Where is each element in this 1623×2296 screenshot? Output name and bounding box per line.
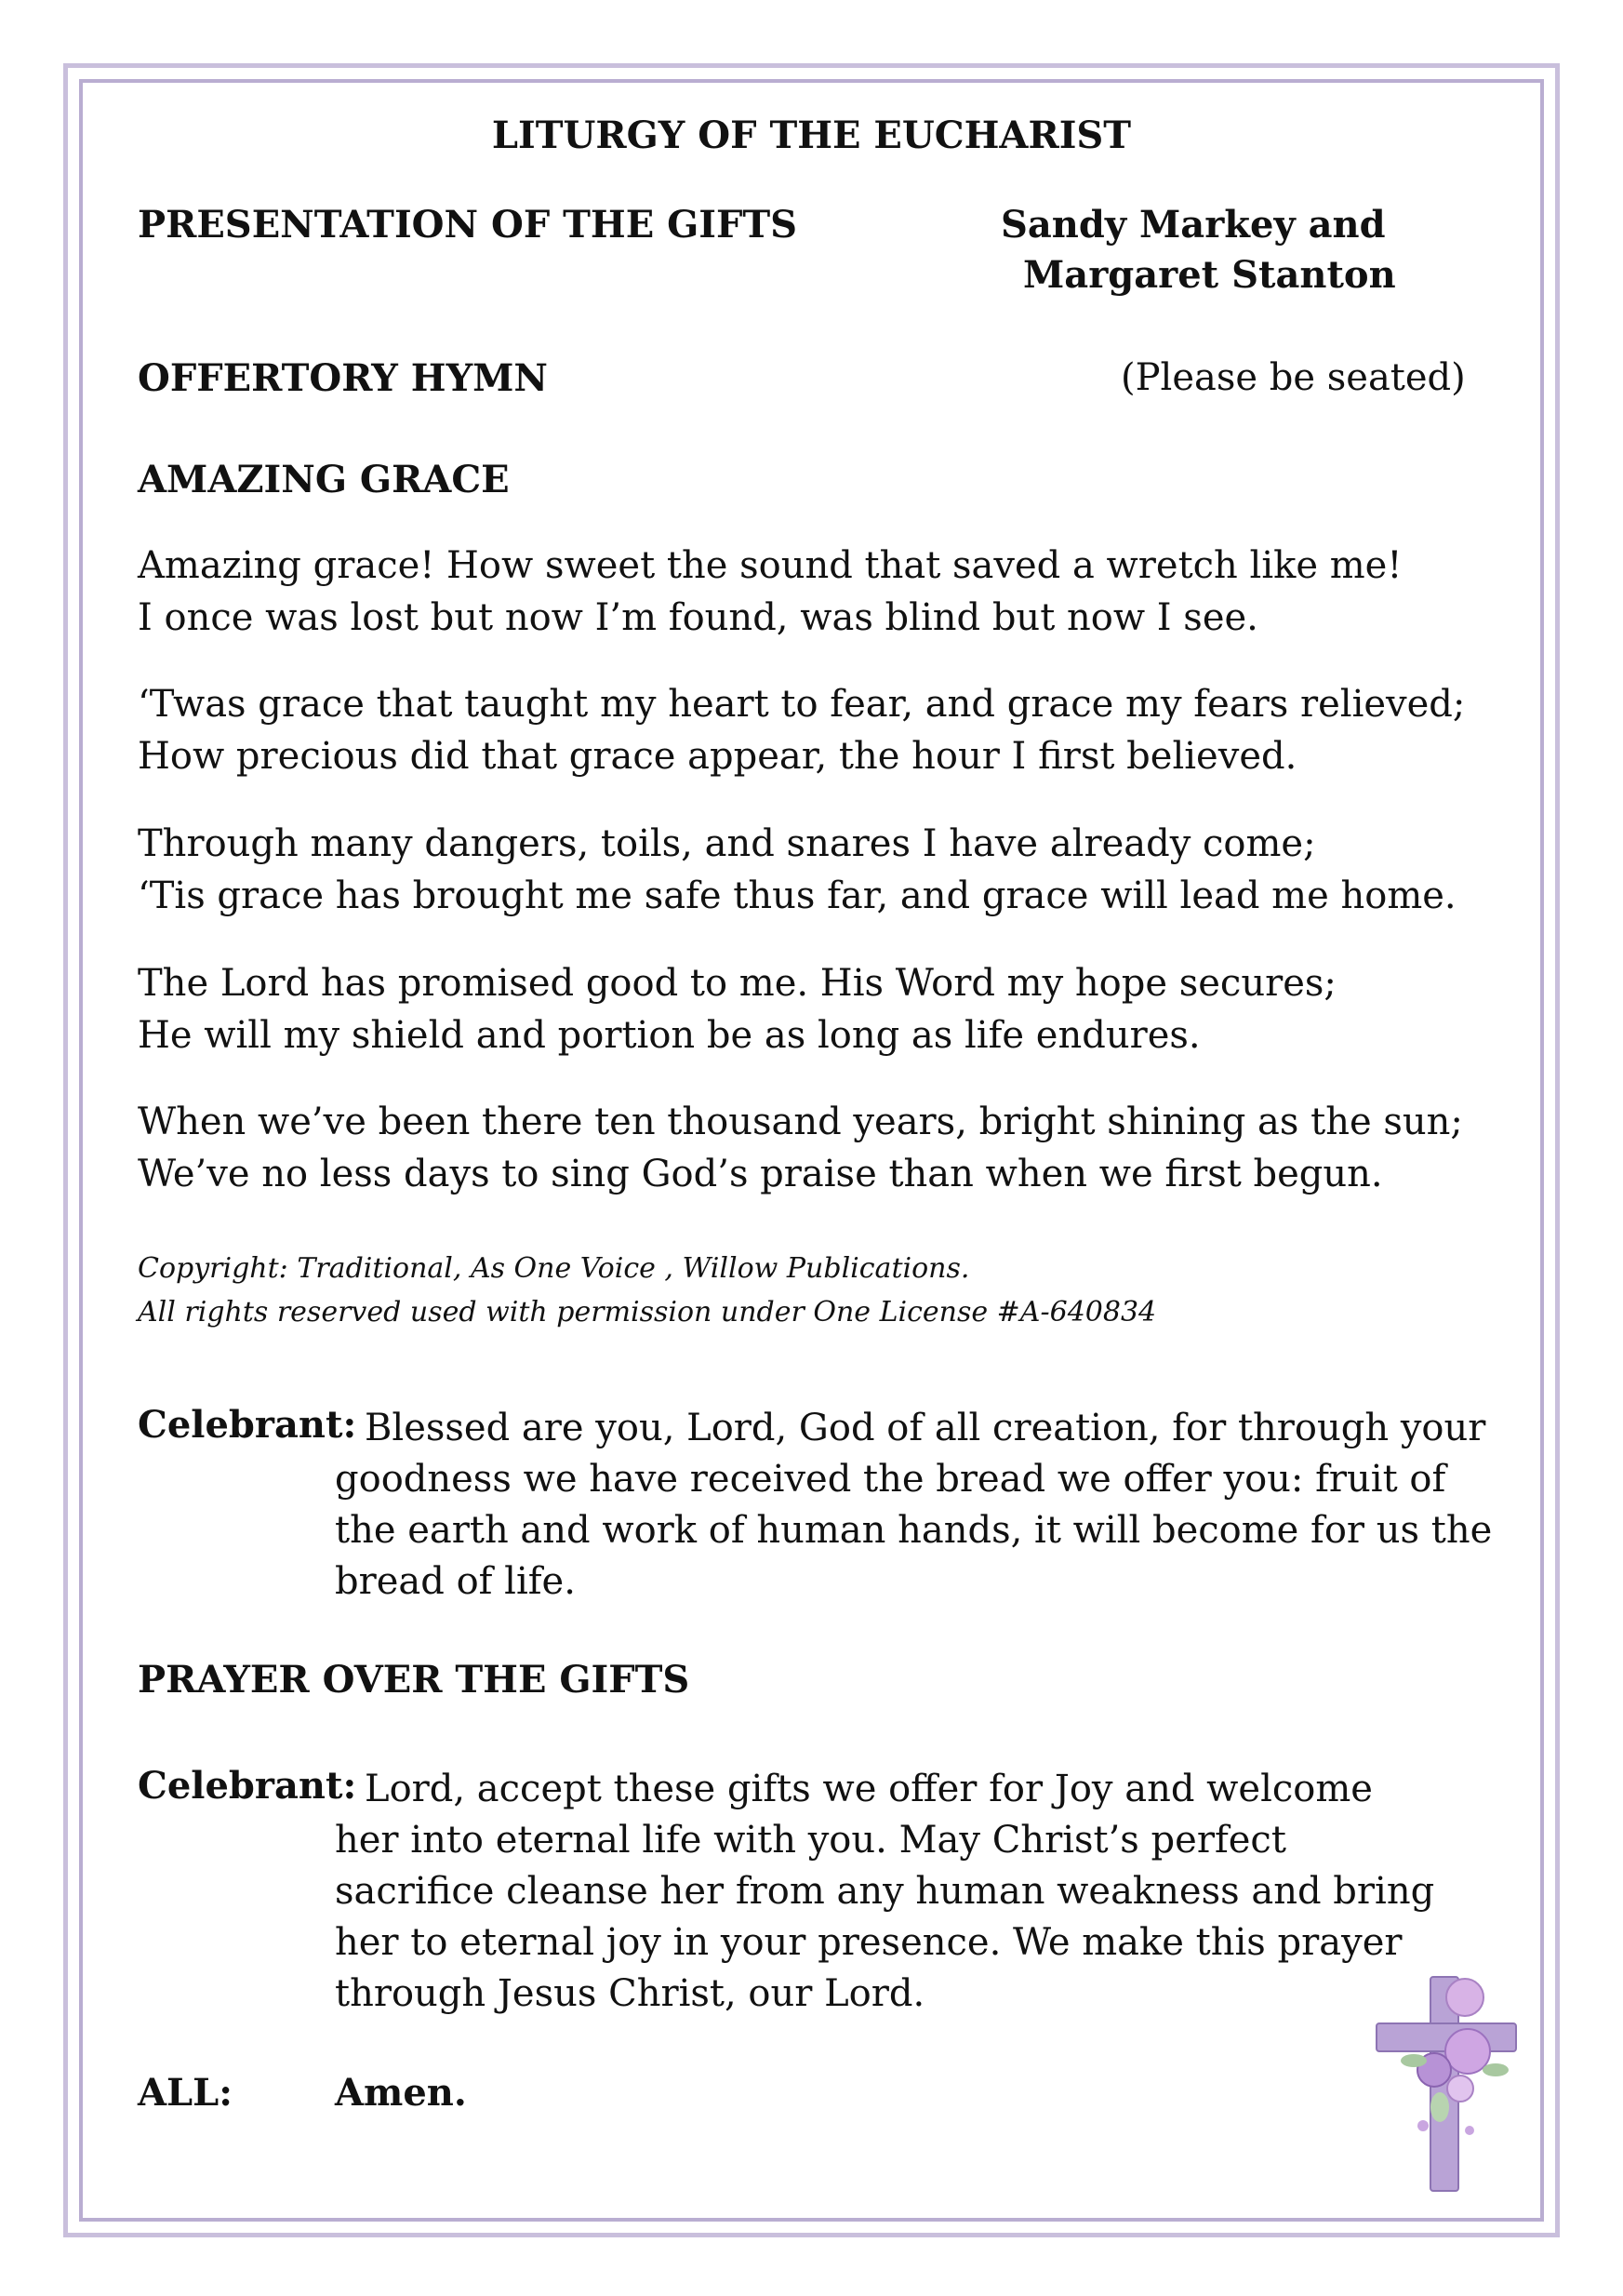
all-label: ALL: [138,2071,233,2115]
verse-line: When we’ve been there ten thousand years, bright shining as the sun; [138,1101,1463,1143]
verse-line: Through many dangers, toils, and snares I have already come; [138,822,1316,865]
celebrant-prayer-text: Lord, accept these gifts we offer for Joy and welcome her into eternal life with you. May Christ’s perfect sacrifice cleanse her from any human weakness and bring her to eternal joy in your presence. We make this prayer through Jesus Christ, our Lord. [335,1768,1435,2015]
copyright-line: All rights reserved used with permission under One License #A-640834 [138,1296,1157,1328]
hymn-title: AMAZING GRACE [138,458,510,501]
presentation-names-line2: Margaret Stanton [1023,253,1396,297]
hymn-verse [138,818,1477,922]
verse-line: We’ve no less days to sing God’s praise than when we first begun. [138,1153,1383,1195]
page-title: LITURGY OF THE EUCHARIST [491,113,1132,157]
copyright-notice [138,1247,1156,1334]
verse-line: I once was lost but now I’m found, was blind but now I see. [138,596,1258,639]
celebrant-blessing-text: Blessed are you, Lord, God of all creation, for through your goodness we have received the bread we offer you: fruit of the earth and work of human hands, it will become for us the bread of life. [335,1407,1493,1603]
celebrant-label: Celebrant: [138,1403,357,1447]
presentation-names-line1: Sandy Markey and [1001,203,1386,247]
celebrant-label: Celebrant: [138,1764,357,1808]
offertory-instruction: (Please be seated) [1121,356,1466,399]
prayer-heading: PRAYER OVER THE GIFTS [138,1658,690,1702]
presentation-heading: PRESENTATION OF THE GIFTS [138,203,798,247]
copyright-line: Copyright: Traditional, As One Voice , Willow Publications. [138,1252,970,1285]
offertory-heading: OFFERTORY HYMN [138,356,548,400]
hymn-verse [138,678,1477,782]
verse-line: The Lord has promised good to me. His Word my hope secures; [138,962,1337,1005]
verse-line: ‘Tis grace has brought me safe thus far, and grace will lead me home. [138,874,1457,917]
verse-line: ‘Twas grace that taught my heart to fear, and grace my fears relieved; [138,683,1466,726]
hymn-verse [138,1096,1477,1200]
cross-with-roses-icon [1367,1958,1525,2200]
all-response: Amen. [335,2071,467,2115]
hymn-verse [138,540,1477,644]
hymn-verse [138,957,1477,1061]
verse-line: He will my shield and portion be as long as life endures. [138,1014,1201,1057]
verse-line: How precious did that grace appear, the hour I first believed. [138,735,1297,778]
verse-line: Amazing grace! How sweet the sound that saved a wretch like me! [138,544,1403,587]
